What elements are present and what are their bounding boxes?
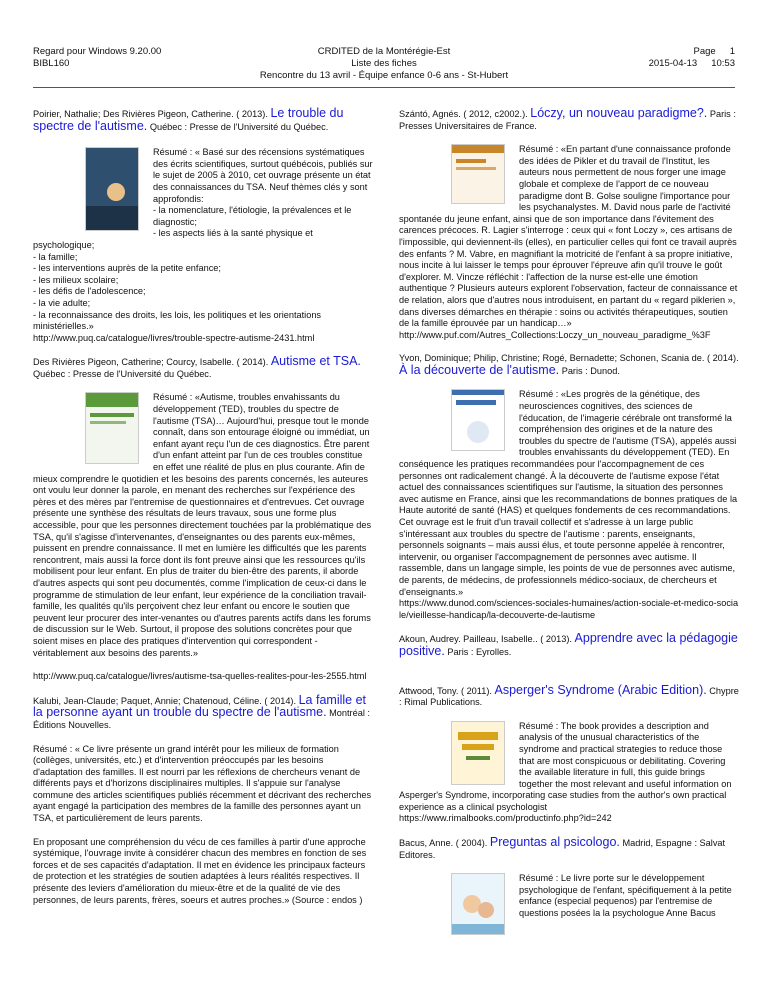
right-column xyxy=(399,108,739,937)
page-number: 1 xyxy=(729,46,735,57)
record-citation: Attwood, Tony. ( 2011). xyxy=(399,685,492,696)
header-divider xyxy=(33,87,735,88)
record-title[interactable]: Autisme et TSA. xyxy=(270,354,361,369)
record-title[interactable]: Lóczy, un nouveau paradigme?. xyxy=(530,106,708,120)
book-cover-image xyxy=(451,389,505,451)
record-publisher: Paris : Presses Universitaires de France. xyxy=(399,109,736,131)
app-version: Regard pour Windows 9.20.00 xyxy=(33,46,162,57)
report-code: BIBL160 xyxy=(33,58,70,69)
record-entry xyxy=(399,633,739,658)
record-summary: Résumé : Le livre porte sur le développement psychologique de l'enfant, spécifiquement à la petite enfance (especial pequenos) par l'entremise de questions posées la la psychologue Anne Bacus xyxy=(519,873,732,919)
record-publisher: Chypre : Rimal Publications. xyxy=(399,685,739,708)
report-title: Liste des fiches xyxy=(351,58,417,69)
record-citation: Poirier, Nathalie; Des Rivières Pigeon, Catherine. ( 2013). xyxy=(33,109,268,119)
record-title[interactable]: À la découverte de l'autisme. xyxy=(399,362,560,377)
record-citation: Yvon, Dominique; Philip, Christine; Rogé, Bernadette; Schonen, Scania de. ( 2014). xyxy=(399,353,739,364)
record-summary: Résumé : The book provides a description and analysis of the unusual characteristics of the syndrome and practical strategies to reduce those that are most conspicuous or debilitating. Covering the available literature in full, this guide brings together the most relevant and useful information on Asperger's Syndrome, incorporating case studies from the author's own practical experience as a clinical psychologist xyxy=(399,720,732,812)
left-column xyxy=(33,108,373,906)
record-summary: Résumé : « Ce livre présente un grand intérêt pour les milieux de formation (collèges, universités, etc.) et d'intervention préoccupés par les besoins d'adaptation des familles. Il est nourri par les réflexions de chercheurs venant de différents pays et d'horizons disciplinaires multiples. Il s'appuie sur l'analyse commune des articles scientifiques publiés récemment et décrivant des recherches ayant engagé la participation des membres de la famille des personnes ayant un TSA, et particulièrement de leurs parents. xyxy=(33,743,372,824)
record-url[interactable]: http://www.puq.ca/catalogue/livres/trouble-spectre-autisme-2431.html xyxy=(33,332,315,343)
record-summary: Résumé : «En partant d'une connaissance profonde des idées de Pikler et du travail de l'Institut, les auteurs nous permettent de nous forger une image globale et complexe de l'apport de ce nouveau paradigme dont B. Golse souligne l'importance pour les psychanalystes. M. David nous parle de l'activité spontanée du jeune enfant, ainsi que de son importance dans l'évitement des carences précoces. R. Lagier s'interroge : ceux qui « font Loczy », ces artisans de l'impossible, qui deviennent-ils (elles), en particulier celles qui font ce travail auprès des enfants ? M. Vabre, en magnifiant la motricité de l'enfant à sa propre initiative, nous incite à lui laisser le temps pour éprouver l'épreuve afin qu'il trouve le goût d'explorer. M. Vincze réfléchit : l'affection de la nurse est-elle une émotion authentique ? Plusieurs auteurs explorent l'observation, facteur de connaissance et de relation, alors que d'autres nous introduisent, en partant du « regard piklerien », dans diverses démarches en thérapie : soins ou activités thérapeutiques, soutien de la famille éprouvée par un handicap…» xyxy=(399,144,738,329)
record-publisher: Madrid, Espagne : Salvat Editores. xyxy=(399,838,726,860)
record-publisher: Montréal : Éditions Nouvelles. xyxy=(33,708,370,730)
record-citation: Akoun, Audrey. Pailleau, Isabelle.. ( 2013). xyxy=(399,634,572,645)
record-entry xyxy=(399,682,739,826)
record-entry xyxy=(33,692,373,907)
record-publisher: Québec : Presse de l'Université du Québec. xyxy=(149,121,329,132)
record-citation: Des Rivières Pigeon, Catherine; Courcy, Isabelle. ( 2014). xyxy=(33,357,269,368)
record-citation: Szántó, Agnés. ( 2012, c2002.). xyxy=(399,109,528,119)
book-cover-image xyxy=(85,392,139,464)
record-entry xyxy=(33,108,373,344)
record-title[interactable]: Le trouble du spectre de l'autisme. xyxy=(33,106,344,133)
record-summary: Résumé : «Autisme, troubles envahissants du développement (TED), troubles du spectre de l'autisme (TSA)… Aujourd'hui, presque tout le monde connaît, dans son entourage éloigné ou immédiat, un enfant ayant reçu l'un de ces diagnostics. Être parent d'un enfant atteint par l'un de ces troubles constitue en effet une réalité de plus en plus courante. Afin de mieux comprendre le quotidien et les besoins des parents concernés, les auteures ont voulu leur donner la parole, en menant des recherches sur l'expérience des pères et des mères par l'entremise de questionnaires et d'entrevues. Cet ouvrage présente une synthèse des résultats de leurs travaux, sous une forme plus accessible, pour que les personnes directement touchées par la problématique des TSA, qu'il s'agisse d'intervenantes, d'enseignantes ou des parents eux-mêmes, puissent en prendre connaissance. Il met en lumière les difficultés que les parents rencontrent, mais aussi la force dont ils font preuve ainsi que les ressources qu'ils mobilisent pour leur enfant. En plus de traiter du bien-être des parents, il aborde d'autres aspects qui sont peu documentés, comme l'implication de ceux-ci dans le programme de stimulation de leur enfant, leur expérience de la conciliation travail-famille, les qualités qu'ils perçoivent chez leur enfant ou encore le soutien que peuvent leur procurer des inter-venantes ou d'autres parents actifs dans les forums de discussion sur le Web. Surtout, il propose des solutions concrètes pour que soient mises en place des pratiques d'intervention qui correspondent - véritablement aux besoins des parents.» xyxy=(33,392,372,658)
record-url[interactable]: https://www.rimalbooks.com/productinfo.php?id=242 xyxy=(399,813,612,824)
record-entry xyxy=(399,353,739,621)
record-publisher: Québec : Presse de l'Université du Québec. xyxy=(33,368,212,379)
organization: CRDITED de la Montérégie-Est xyxy=(317,46,451,57)
record-entry xyxy=(33,356,373,682)
record-title[interactable]: La famille et la personne ayant un trouble du spectre de l'autisme. xyxy=(33,692,367,720)
record-url[interactable]: http://www.puf.com/Autres_Collections:Loczy_un_nouveau_paradigme_%3F xyxy=(399,329,711,340)
record-url[interactable]: https://www.dunod.com/sciences-sociales-humaines/action-sociale-et-medico-sociale/vieillesse-handicap/la-decouverte-de-lautisme xyxy=(399,598,739,620)
report-time: 10:53 xyxy=(711,58,735,69)
record-citation: Kalubi, Jean-Claude; Paquet, Annie; Chatenoud, Céline. ( 2014). xyxy=(33,695,297,706)
book-cover-image xyxy=(85,147,139,231)
book-cover-image xyxy=(451,144,505,204)
record-summary: Résumé : « Basé sur des récensions systématiques des écrits scientifiques, surtout québécois, publiés sur le sujet de 2005 à 2010, cet ouvrage présente un état des connaissances du TSA. Neuf thèmes clés y sont approfondis: - la nomenclature, l'étiologie, la prévalences et le diagnostic; - les aspects liés à la santé physique et psychologique; - la famille; - les interventions auprès de la petite enfance; - les milieux scolaire; - les défis de l'adolescence; - la vie adulte; - la reconnaissance des droits, les lois, les politiques et les orientations ministérielles.» xyxy=(33,147,373,332)
page-label: Page xyxy=(693,46,716,57)
report-date: 2015-04-13 xyxy=(648,58,698,69)
record-summary: Résumé : «Les progrès de la génétique, des neurosciences cognitives, des sciences de l'éducation, de l'imagerie cérébrale ont transformé la compréhension des origines et de la nature des troubles du spectre de l'autisme (TSA), appelés aussi troubles envahissants du développement (TED). En conséquence les pratiques recommandées pour l'accompagnement de ces personnes ont radicalement changé. À la découverte de l'autisme expose l'état actuel des connaissances scientifiques sur l'autisme, la situation des personnes avec autisme en France, ainsi que les recommandations de bonnes pratiques de la Haute autorité de santé (HAS) et quelques fondements de ces recommandations. Cet ouvrage est le fruit d'un travail collectif et s'adresse à un large public s'intéressant aux troubles du spectre de l'autisme : parents, enseignants, personnels soignants – mais aussi élus, et toute personne appelée à rencontrer, intervenir, ou organiser l'accompagnement de personnes avec autisme. Il rassemble, dans un langage simple, les points de vue de personnes avec autisme, de parents, de médecins, de professionnels médico-sociaux, de chercheurs et d'enseignants.» xyxy=(399,389,738,597)
record-citation: Bacus, Anne. ( 2004). xyxy=(399,838,488,849)
header-right xyxy=(649,46,735,70)
meeting-title: Rencontre du 13 avril - Équipe enfance 0-6 ans - St-Hubert xyxy=(259,70,509,81)
record-entry xyxy=(399,837,739,937)
record-publisher: Paris : Dunod. xyxy=(561,365,620,376)
record-title[interactable]: Apprendre avec la pédagogie positive. xyxy=(399,631,738,658)
book-cover-image xyxy=(451,721,505,785)
record-title[interactable]: Asperger's Syndrome (Arabic Edition). xyxy=(494,682,707,697)
record-entry xyxy=(399,108,739,341)
record-url[interactable]: http://www.puq.ca/catalogue/livres/autisme-tsa-quelles-realites-pour-les-2555.html xyxy=(33,671,367,682)
record-summary-continued: En proposant une compréhension du vécu de ces familles à partir d'une approche systémique, l'ouvrage invite à considérer chacun des membres en fonction de ses forces et de ses capacités d'adaptation. Il met en évidence les principaux facteurs de protection et les stratégies de soutien adaptées à leurs réalités respectives. Il présente des leviers d'amélioration du mieux-être et de la qualité de vie des personnes, de leurs parents, frères, soeurs et autres proches.» (Source : endos ) xyxy=(33,836,367,905)
book-cover-image xyxy=(451,873,505,935)
record-publisher: Paris : Eyrolles. xyxy=(447,646,512,657)
record-title[interactable]: Preguntas al psicologo. xyxy=(489,835,620,850)
